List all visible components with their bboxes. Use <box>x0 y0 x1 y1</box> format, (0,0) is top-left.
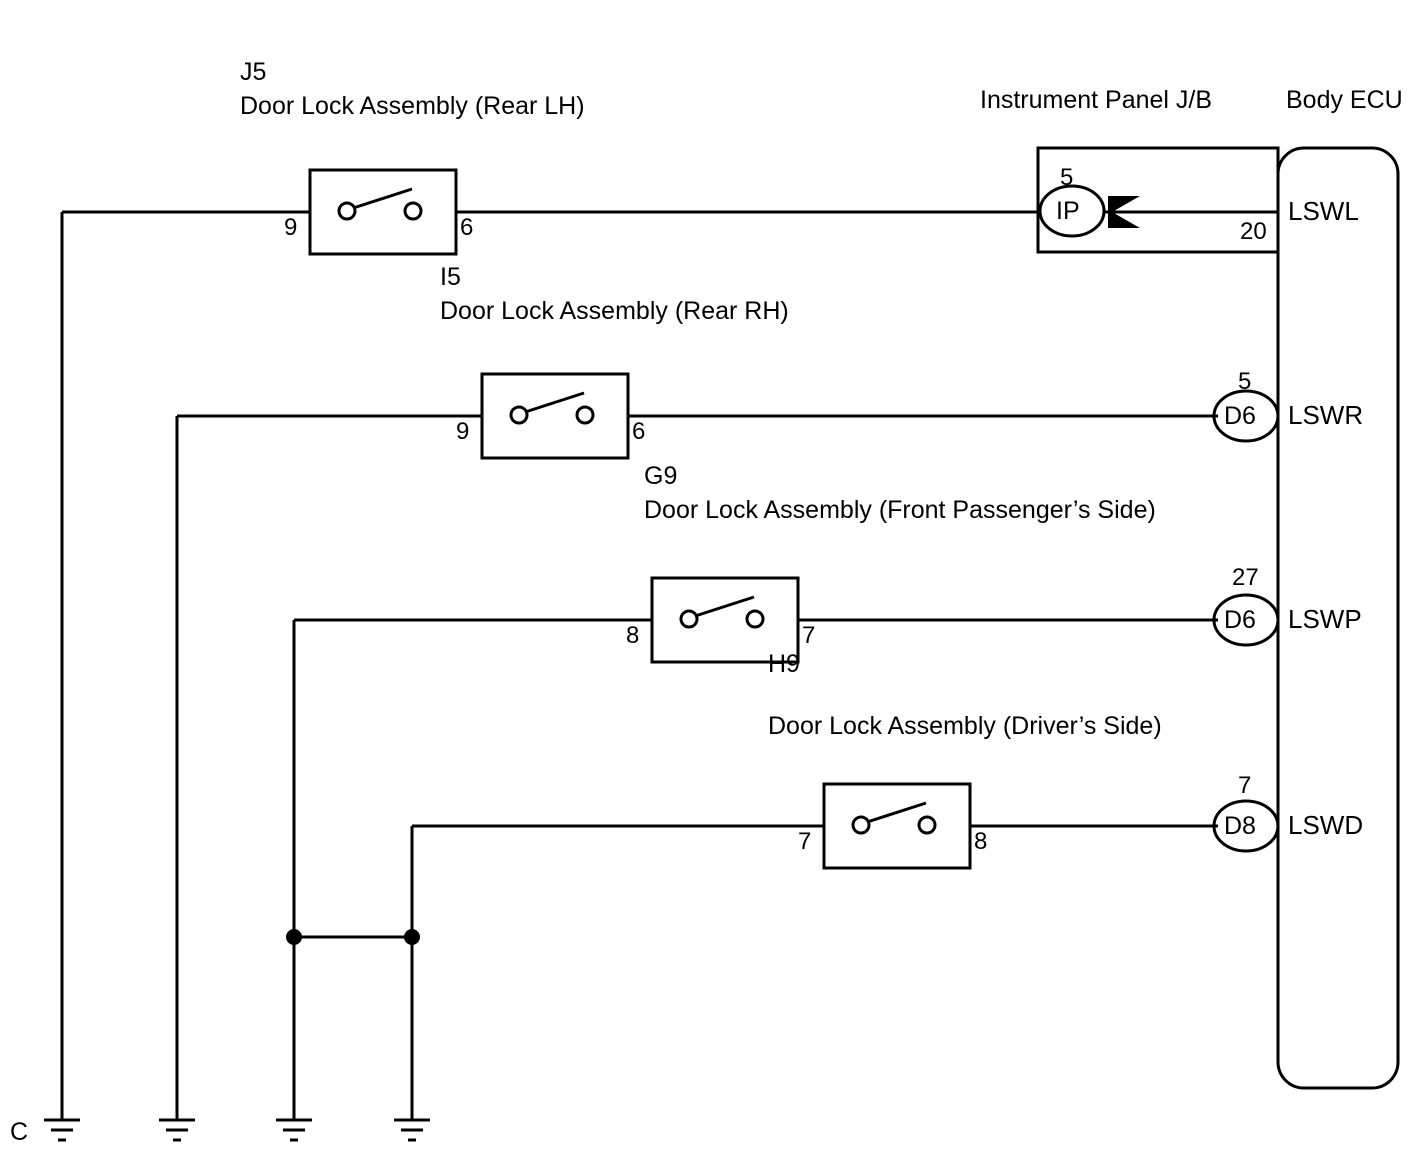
pin-g9-left: 8 <box>626 622 640 649</box>
switch-box-i5 <box>482 374 628 458</box>
ground-symbol-3 <box>276 1120 312 1140</box>
component-code-j5: J5 <box>240 58 267 86</box>
pin-i5-left: 9 <box>456 418 470 445</box>
instrument-panel-jb-title: Instrument Panel J/B <box>980 86 1213 114</box>
signal-label-lswp: LSWP <box>1288 604 1362 634</box>
connector-number-d6-lswr: 5 <box>1238 368 1252 395</box>
switch-lever-g9 <box>689 597 754 618</box>
connector-number-d6-lswp: 27 <box>1232 564 1259 591</box>
pin-i5-right: 6 <box>632 418 646 445</box>
switch-lever-i5 <box>519 393 584 414</box>
connector-tag-d6-lswr: D6 <box>1224 402 1256 430</box>
switch-box-j5 <box>310 170 456 254</box>
pin-g9-right: 7 <box>802 622 816 649</box>
ground-symbol-4 <box>394 1120 430 1140</box>
signal-label-lswd: LSWD <box>1288 810 1364 840</box>
connector-number-ip: 5 <box>1060 164 1074 191</box>
signal-label-lswl: LSWL <box>1288 196 1359 226</box>
pin-h9-left: 7 <box>798 828 812 855</box>
component-code-i5: I5 <box>440 263 461 291</box>
ground-symbol-1 <box>44 1120 80 1140</box>
connector-tag-ip: IP <box>1056 197 1080 225</box>
connector-pin-ip: 20 <box>1240 218 1267 245</box>
ground-symbol-2 <box>159 1120 195 1140</box>
pin-h9-right: 8 <box>974 828 988 855</box>
body-ecu-title: Body ECU <box>1286 86 1403 114</box>
signal-label-lswr: LSWR <box>1288 400 1364 430</box>
ground-reference-label: C <box>10 1118 29 1146</box>
pin-j5-right: 6 <box>460 214 474 241</box>
pin-j5-left: 9 <box>284 214 298 241</box>
switch-lever-j5 <box>347 189 412 210</box>
switch-lever-h9 <box>861 803 926 824</box>
connector-number-d8-lswd: 7 <box>1238 772 1252 799</box>
component-name-j5: Door Lock Assembly (Rear LH) <box>240 92 585 120</box>
component-name-h9: Door Lock Assembly (Driver’s Side) <box>768 712 1162 740</box>
component-code-h9: H9 <box>768 650 800 678</box>
component-name-i5: Door Lock Assembly (Rear RH) <box>440 297 789 325</box>
connector-tag-d8-lswd: D8 <box>1224 812 1256 840</box>
component-code-g9: G9 <box>644 462 678 490</box>
connector-tag-d6-lswp: D6 <box>1224 606 1256 634</box>
component-name-g9: Door Lock Assembly (Front Passenger’s Side) <box>644 496 1156 524</box>
switch-box-h9 <box>824 784 970 868</box>
